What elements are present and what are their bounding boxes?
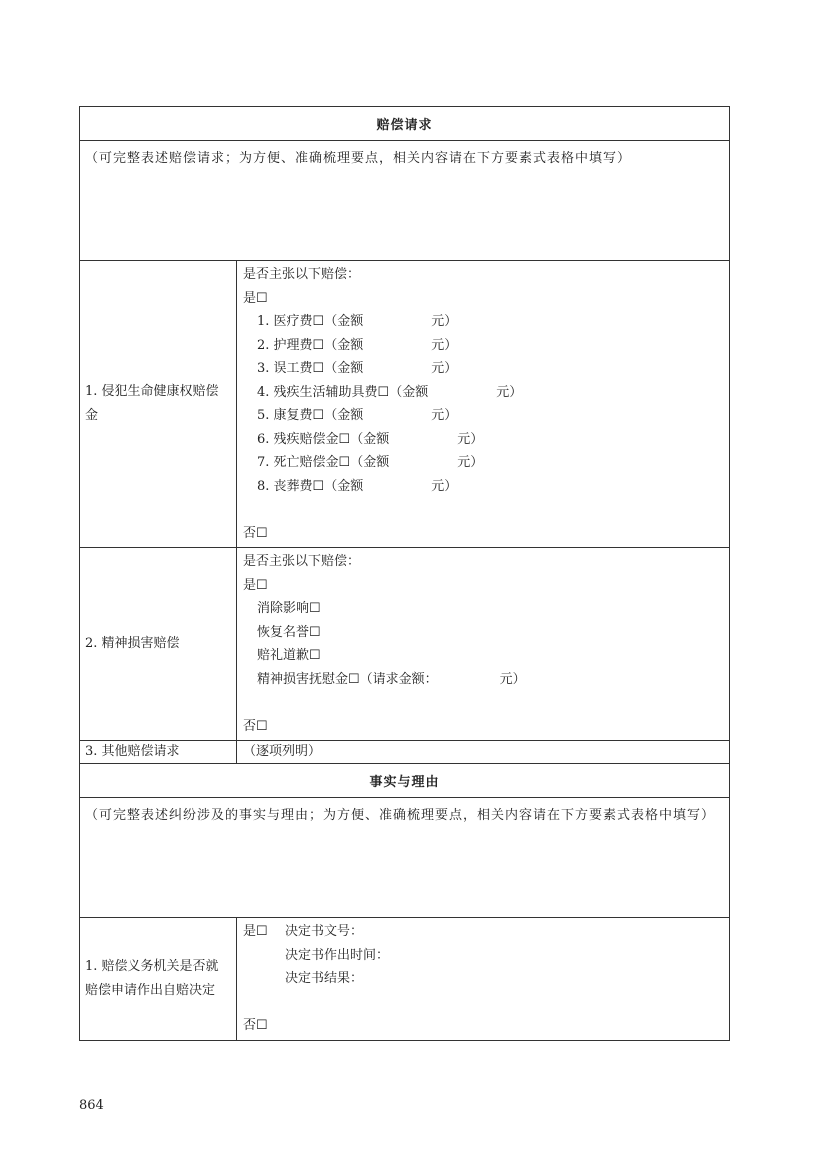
compensation-description: （可完整表述赔偿请求；为方便、准确梳理要点，相关内容请在下方要素式表格中填写）	[80, 141, 730, 261]
facts-title: 事实与理由	[80, 764, 730, 798]
other-row	[80, 741, 730, 764]
decision-yes[interactable]: 是☐	[243, 924, 268, 939]
item-death-comp[interactable]: 7. 死亡赔偿金☐（金额 元）	[257, 455, 484, 470]
form-table	[79, 106, 730, 1041]
decision-doc-no: 决定书文号：	[285, 924, 364, 939]
life-health-question: 是否主张以下赔偿：	[243, 267, 361, 282]
life-health-yes[interactable]: 是☐	[243, 290, 268, 306]
mental-label: 2. 精神损害赔偿	[80, 548, 237, 741]
facts-description: （可完整表述纠纷涉及的事实与理由；为方便、准确梳理要点，相关内容请在下方要素式表格中填写）	[80, 798, 730, 918]
other-label: 3. 其他赔偿请求	[80, 741, 237, 764]
mental-no[interactable]: 否☐	[243, 718, 268, 734]
item-restore-reputation[interactable]: 恢复名誉☐	[257, 624, 321, 640]
item-nursing[interactable]: 2. 护理费☐（金额 元）	[257, 337, 458, 353]
item-disability-aids[interactable]: 4. 残疾生活辅助具费☐（金额 元）	[257, 384, 523, 400]
item-eliminate-impact[interactable]: 消除影响☐	[257, 601, 321, 616]
mental-question: 是否主张以下赔偿：	[243, 554, 361, 569]
item-disability-comp[interactable]: 6. 残疾赔偿金☐（金额 元）	[257, 431, 484, 447]
decision-row	[80, 918, 730, 1041]
item-lost-wages[interactable]: 3. 误工费☐（金额 元）	[257, 361, 458, 376]
item-rehab[interactable]: 5. 康复费☐（金额 元）	[257, 408, 458, 423]
mental-row	[80, 548, 730, 741]
decision-doc-time: 决定书作出时间：	[285, 947, 390, 963]
item-medical[interactable]: 1. 医疗费☐（金额 元）	[257, 314, 458, 329]
mental-yes[interactable]: 是☐	[243, 577, 268, 593]
page-number: 864	[79, 1098, 104, 1113]
life-health-row	[80, 261, 730, 548]
item-funeral[interactable]: 8. 丧葬费☐（金额 元）	[257, 478, 458, 494]
other-value[interactable]: （逐项列明）	[237, 741, 730, 764]
life-health-label: 1. 侵犯生命健康权赔偿金	[80, 261, 237, 548]
life-health-no[interactable]: 否☐	[243, 525, 268, 541]
compensation-title: 赔偿请求	[80, 107, 730, 141]
decision-label: 1. 赔偿义务机关是否就赔偿申请作出自赔决定	[80, 918, 237, 1041]
item-apology[interactable]: 赔礼道歉☐	[257, 648, 321, 663]
decision-no[interactable]: 否☐	[243, 1018, 268, 1033]
item-solatium[interactable]: 精神损害抚慰金☐（请求金额： 元）	[257, 671, 526, 687]
decision-doc-result: 决定书结果：	[285, 971, 364, 986]
